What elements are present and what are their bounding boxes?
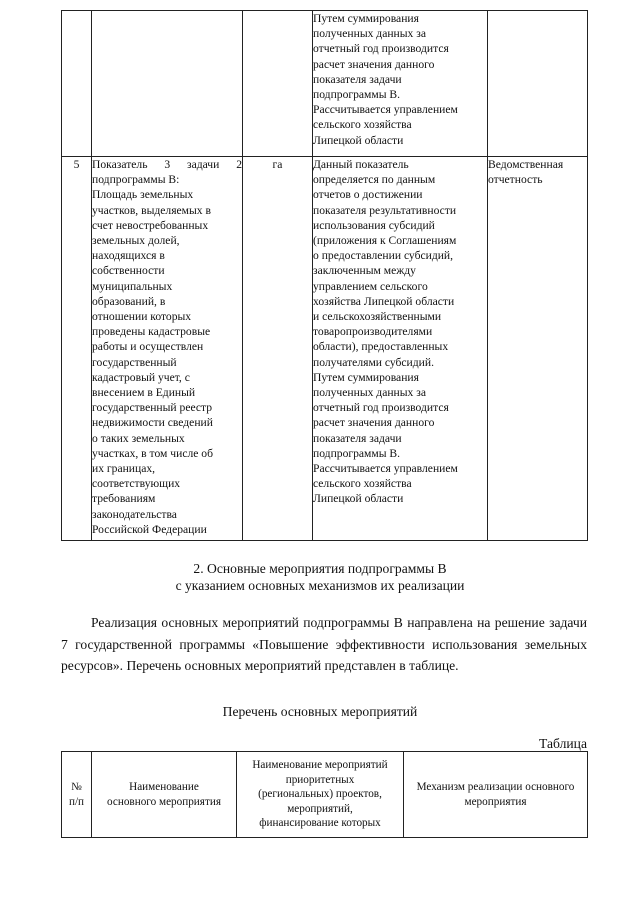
indicator-name-cell [92, 157, 243, 541]
unit-cell [243, 11, 313, 157]
list-title: Перечень основных мероприятий [222, 704, 418, 719]
header-implementation-mechanism: Механизм реализации основного мероприятия [404, 752, 588, 838]
data-source-cell [488, 11, 588, 157]
indicators-table [61, 10, 588, 541]
header-number: № п/п [62, 752, 92, 838]
table-label: Таблица [539, 736, 587, 751]
unit-cell: га [243, 157, 313, 541]
indicator-name-cell [92, 11, 243, 157]
data-source-cell: Ведомственная отчетность [488, 157, 588, 541]
row-number-cell: 5 [62, 157, 92, 541]
calculation-method-cell: Путем суммирования полученных данных за отчетный год производится расчет значения данного показателя задачи подпрограммы В. Рассчитывается управлением сельского хозяйства Липецкой области [313, 11, 488, 157]
section-heading-line-2: с указанием основных механизмов их реализации [175, 578, 465, 593]
indicator-name-text: подпрограммы В: Площадь земельных участков, выделяемых в счет невостребованных земельных долей, находящихся в собственности муниципальных образований, в отношении которых проведены кадастровые работы и осуществлен государственный кадастровый учет, с внесением в Единый государственный реестр недвижимости сведений о таких земельных участках, в том числе об их границах, соответствующих требованиям законодательства Российской Федерации [92, 173, 213, 536]
row-number-cell [62, 11, 92, 157]
header-activity-name: Наименование основного мероприятия [92, 752, 237, 838]
table-row [62, 157, 588, 541]
section-heading-line-1: 2. Основные мероприятия подпрограммы В [193, 561, 447, 576]
calculation-method-cell: Данный показатель определяется по данным отчетов о достижении показателя результативности использования субсидий (приложения к Соглашениям о предоставлении субсидий, заключенным между управлением сельского хозяйства Липецкой области и сельскохозяйственными товаропроизводителями области), предоставленных получателями субсидий. Путем суммирования полученных данных за отчетный год производится расчет значения данного показателя задачи подпрограммы В. Рассчитывается управлением сельского хозяйства Липецкой области [313, 157, 488, 541]
section-heading [0, 560, 640, 594]
body-paragraph: Реализация основных мероприятий подпрограммы В направлена на решение задачи 7 государственной программы «Повышение эффективности использования земельных ресурсов». Перечень основных мероприятий представлен в таблице. [61, 615, 587, 673]
header-priority-projects: Наименование мероприятий приоритетных (региональных) проектов, мероприятий, финансирование которых [237, 752, 404, 838]
indicator-name-first-line: Показатель 3 задачи 2 [92, 158, 242, 171]
activities-table [61, 751, 588, 838]
table-row [62, 11, 588, 157]
table-header-row [62, 752, 588, 838]
